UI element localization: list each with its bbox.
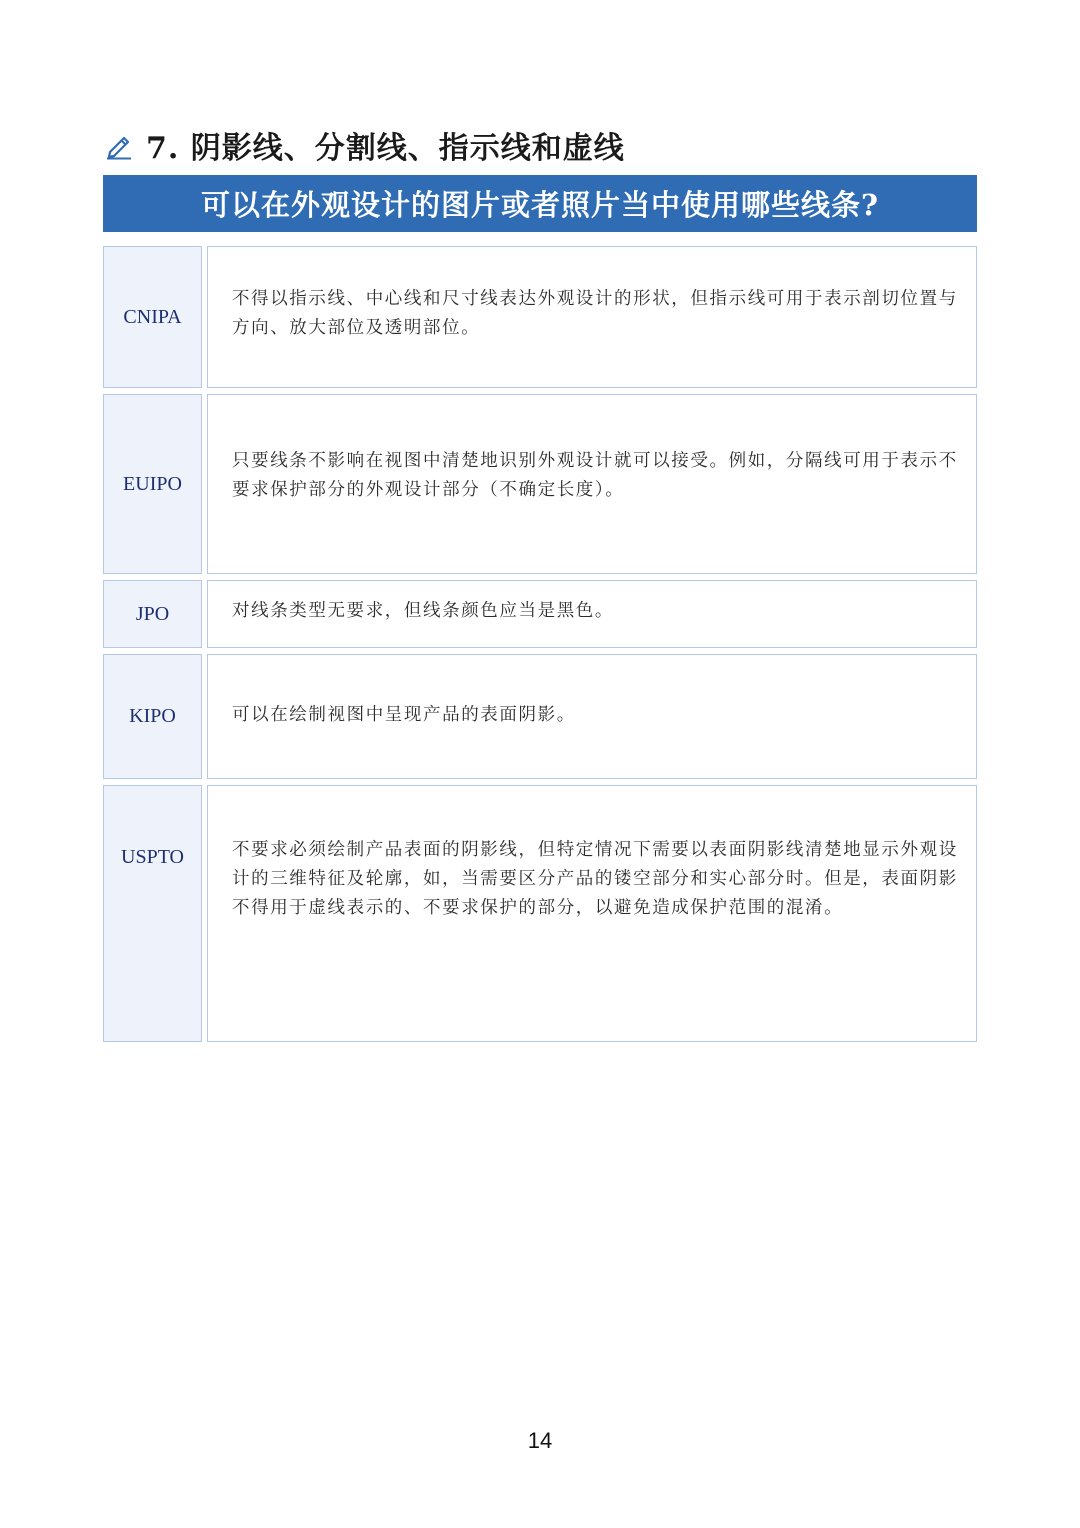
office-label: EUIPO	[103, 394, 202, 574]
table-row	[103, 394, 977, 574]
page-number: 14	[527, 1428, 553, 1453]
requirement-text: 只要线条不影响在视图中清楚地识别外观设计就可以接受。例如，分隔线可用于表示不要求保护部分的外观设计部分（不确定长度）。	[207, 394, 977, 574]
pencil-icon	[104, 130, 134, 160]
office-label: CNIPA	[103, 246, 202, 388]
requirement-text: 不要求必须绘制产品表面的阴影线，但特定情况下需要以表面阴影线清楚地显示外观设计的三维特征及轮廓，如，当需要区分产品的镂空部分和实心部分时。但是，表面阴影不得用于虚线表示的、不要求保护的部分，以避免造成保护范围的混淆。	[207, 785, 977, 1042]
section-title: 7. 阴影线、分割线、指示线和虚线	[146, 131, 625, 166]
requirement-text: 对线条类型无要求，但线条颜色应当是黑色。	[207, 580, 977, 648]
question-banner	[103, 175, 977, 232]
question-text: 可以在外观设计的图片或者照片当中使用哪些线条?	[201, 188, 879, 222]
office-label: JPO	[103, 580, 202, 648]
office-label: KIPO	[103, 654, 202, 779]
table-row	[103, 246, 977, 388]
table-row	[103, 580, 977, 648]
table-row	[103, 785, 977, 1042]
requirement-text: 不得以指示线、中心线和尺寸线表达外观设计的形状，但指示线可用于表示剖切位置与方向、放大部位及透明部位。	[207, 246, 977, 388]
requirement-text: 可以在绘制视图中呈现产品的表面阴影。	[207, 654, 977, 779]
office-label: USPTO	[103, 785, 202, 1042]
section-heading	[104, 122, 625, 168]
table-row	[103, 654, 977, 779]
